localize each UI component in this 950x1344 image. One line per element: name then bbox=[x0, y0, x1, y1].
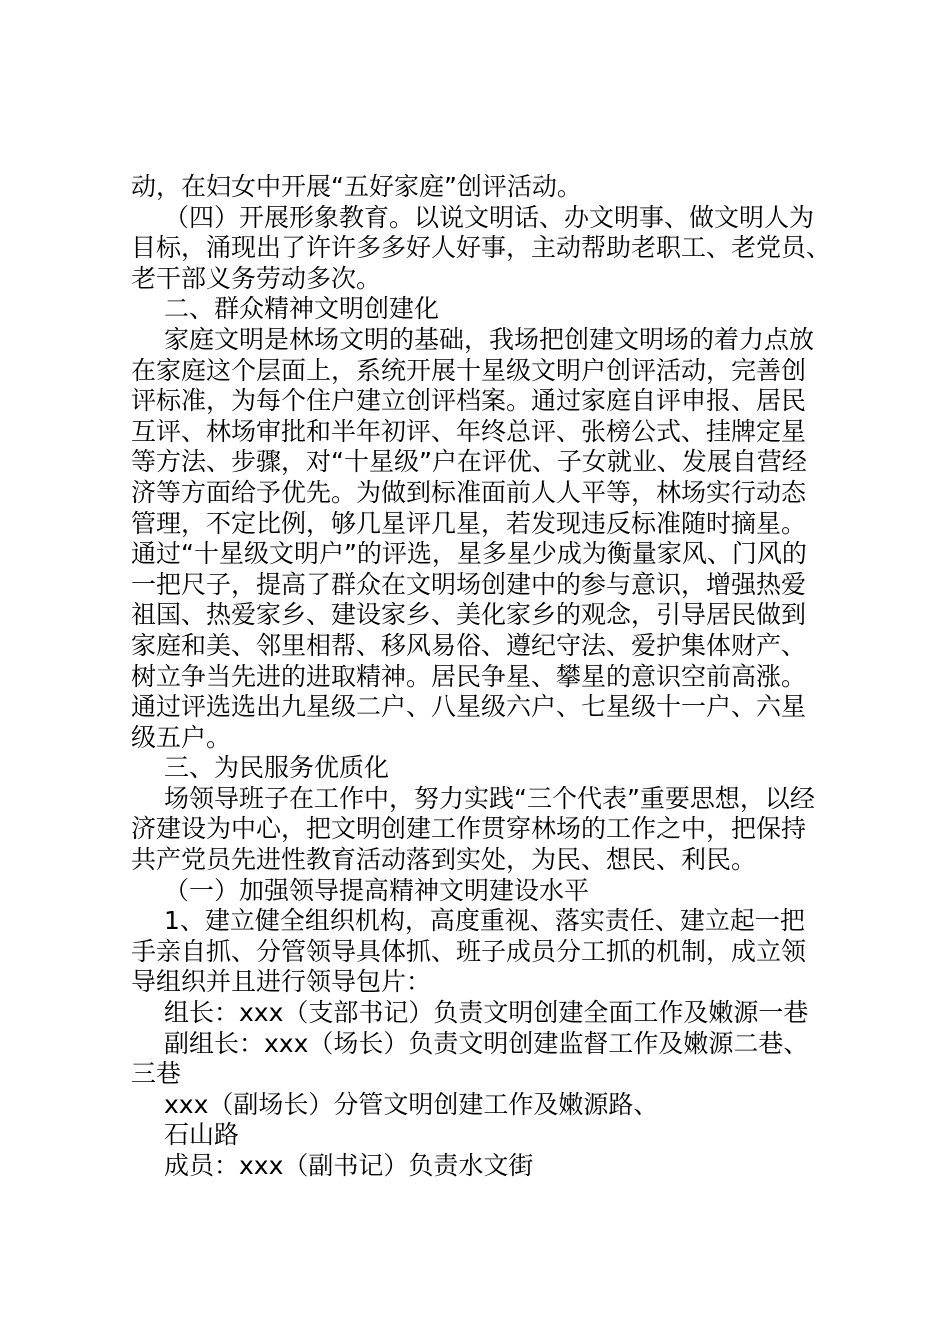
text-line: 在家庭这个层面上，系统开展十星级文明户创评活动，完善创 bbox=[131, 355, 807, 385]
text-line: 成员：xxx（副书记）负责水文街 bbox=[164, 1151, 534, 1180]
text-line: 组长：xxx（支部书记）负责文明创建全面工作及嫩源一巷 bbox=[164, 998, 809, 1028]
document-body bbox=[131, 172, 831, 1182]
text-line: 场领导班子在工作中，努力实践“三个代表”重要思想，以经 bbox=[164, 783, 815, 813]
text-line: 石山路 bbox=[164, 1120, 240, 1150]
text-line: 副组长：xxx（场长）负责文明创建监督工作及嫩源二巷、 bbox=[164, 1028, 809, 1058]
section-heading: 二、群众精神文明创建化 bbox=[164, 294, 440, 324]
text-line: 手亲自抓、分管领导具体抓、班子成员分工抓的机制，成立领 bbox=[131, 936, 807, 966]
text-line: 通过评选选出九星级二户、八星级六户、七星级十一户、六星 bbox=[131, 692, 807, 722]
text-line: 目标，涌现出了许许多多好人好事，主动帮助老职工、老党员、 bbox=[131, 233, 832, 263]
text-line: 老干部义务劳动多次。 bbox=[131, 263, 382, 293]
text-line: 共产党员先进性教育活动落到实处，为民、想民、利民。 bbox=[131, 845, 757, 875]
text-line: 祖国、热爱家乡、建设家乡、美化家乡的观念，引导居民做到 bbox=[131, 600, 807, 630]
text-line: 导组织并且进行领导包片： bbox=[131, 967, 432, 997]
text-line: xxx（副场长）分管文明创建工作及嫩源路、 bbox=[164, 1089, 659, 1119]
text-line: 济等方面给予优先。为做到标准面前人人平等，林场实行动态 bbox=[131, 477, 807, 507]
text-line: 三巷 bbox=[131, 1059, 182, 1089]
text-line: 1、建立健全组织机构，高度重视、落实责任、建立起一把 bbox=[164, 906, 805, 936]
text-line: 互评、林场审批和半年初评、年终总评、张榜公式、挂牌定星 bbox=[131, 416, 807, 446]
text-line: 等方法、步骤，对“十星级”户在评优、子女就业、发展自营经 bbox=[131, 447, 807, 477]
text-line: 济建设为中心，把文明创建工作贯穿林场的工作之中，把保持 bbox=[131, 814, 807, 844]
text-line: 通过“十星级文明户”的评选，星多星少成为衡量家风、门风的 bbox=[131, 539, 807, 569]
subsection-heading: （一）加强领导提高精神文明建设水平 bbox=[164, 875, 590, 905]
text-line: 一把尺子，提高了群众在文明场创建中的参与意识，增强热爱 bbox=[131, 569, 807, 599]
text-line: 树立争当先进的进取精神。居民争星、攀星的意识空前高涨。 bbox=[131, 661, 807, 691]
text-line: 动，在妇女中开展“五好家庭”创评活动。 bbox=[131, 172, 582, 201]
text-line: 评标准，为每个住户建立创评档案。通过家庭自评申报、居民 bbox=[131, 386, 807, 416]
text-line: （四）开展形象教育。以说文明话、办文明事、做文明人为 bbox=[164, 202, 815, 232]
text-line: 级五户。 bbox=[131, 722, 232, 752]
text-line: 家庭文明是林场文明的基础，我场把创建文明场的着力点放 bbox=[164, 324, 815, 354]
section-heading: 三、为民服务优质化 bbox=[164, 753, 390, 783]
text-line: 管理，不定比例，够几星评几星，若发现违反标准随时摘星。 bbox=[131, 508, 807, 538]
text-line: 家庭和美、邻里相帮、移风易俗、遵纪守法、爱护集体财产、 bbox=[131, 630, 807, 660]
